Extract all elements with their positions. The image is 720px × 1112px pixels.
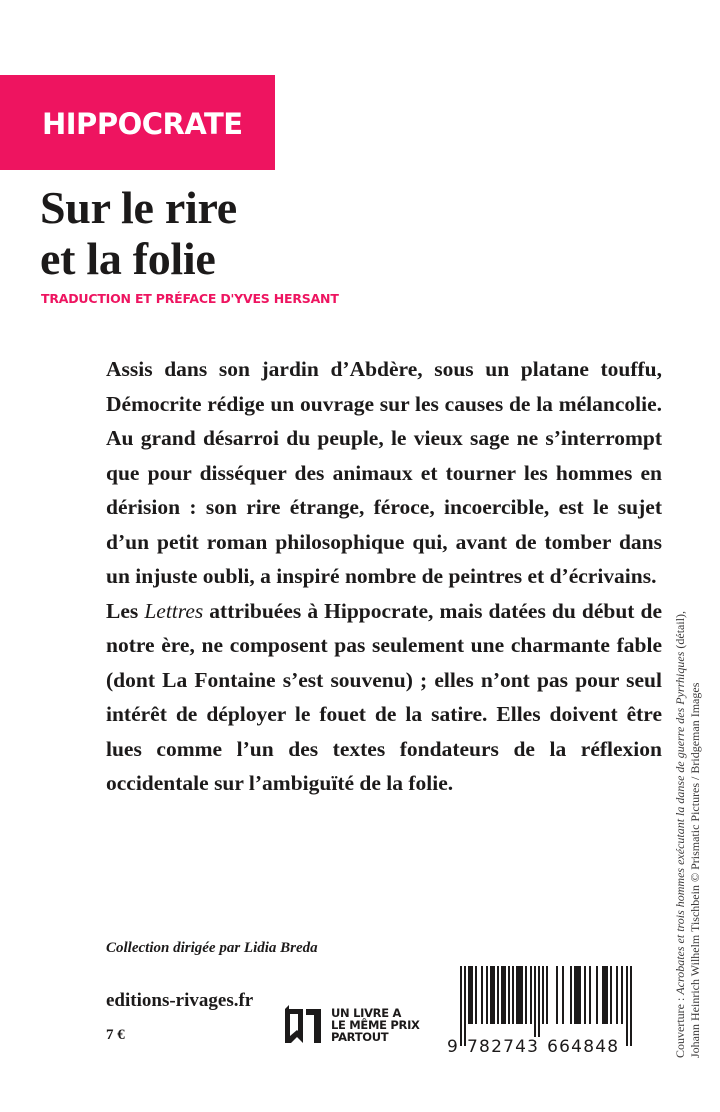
credit-line-1 (673, 568, 688, 1058)
isbn-digit-group: 664848 (547, 1037, 620, 1057)
title-line-1: Sur le rire (40, 182, 237, 233)
author-banner (0, 75, 275, 170)
prix-unique-icon (283, 1003, 323, 1047)
blurb-text: Les (106, 598, 145, 623)
prix-unique-line: LE MÊME PRIX (331, 1018, 420, 1032)
lettres-italic: Lettres (144, 598, 204, 623)
book-title (40, 182, 237, 284)
blurb-text: attribuées à Hippocrate, mais datées du début de notre ère, ne composent pas seulement une charmante fable (dont La Fontaine s’est souvenu) ; elles n’ont pas pour seul intérêt de déployer le fouet de la satire. Elles doivent être lues comme l’un des textes fondateurs de la réflexion occidentale sur l’ambiguïté de la folie. (106, 598, 662, 795)
prix-unique-text (331, 1007, 420, 1043)
cover-image-credit (673, 568, 703, 1058)
collection-editor: Collection dirigée par Lidia Breda (106, 940, 318, 956)
blurb-paragraph-1: Assis dans son jardin d’Abdère, sous un platane touffu, Démocrite rédige un ouvrage sur les causes de la mélancolie. Au grand désarroi du peuple, le vieux sage ne s’interrompt que pour disséquer des animaux et tourner les hommes en dérision : son rire étrange, féroce, incoercible, est le sujet d’un petit roman philosophique qui, avant de tomber dans un injuste oubli, a inspiré nombre de peintres et d’écrivains. (106, 357, 662, 588)
isbn-digit-group: 9 (447, 1037, 460, 1057)
price: 7 € (106, 1027, 125, 1043)
prix-unique-logo (283, 1003, 420, 1047)
isbn-digits (446, 1037, 656, 1057)
title-line-2: et la folie (40, 233, 216, 284)
prix-unique-line: PARTOUT (331, 1030, 389, 1044)
back-cover-blurb (106, 352, 662, 801)
author-name: HIPPOCRATE (42, 106, 243, 141)
blurb-paragraph-2 (106, 594, 662, 801)
credit-line-2: Johann Heinrich Wilhelm Tischbein © Prismatic Pictures / Bridgeman Images (688, 682, 702, 1058)
translator-credit: TRADUCTION ET PRÉFACE D'YVES HERSANT (41, 291, 339, 306)
credit-text: Couverture : (673, 994, 687, 1058)
prix-unique-line: UN LIVRE A (331, 1006, 402, 1020)
publisher-website: editions-rivages.fr (106, 990, 254, 1011)
isbn-digit-group: 782743 (467, 1037, 540, 1057)
artwork-title: Acrobates et trois hommes exécutant la danse de guerre des Pyrrhiques (673, 651, 687, 995)
credit-text: (détail), (673, 610, 687, 652)
